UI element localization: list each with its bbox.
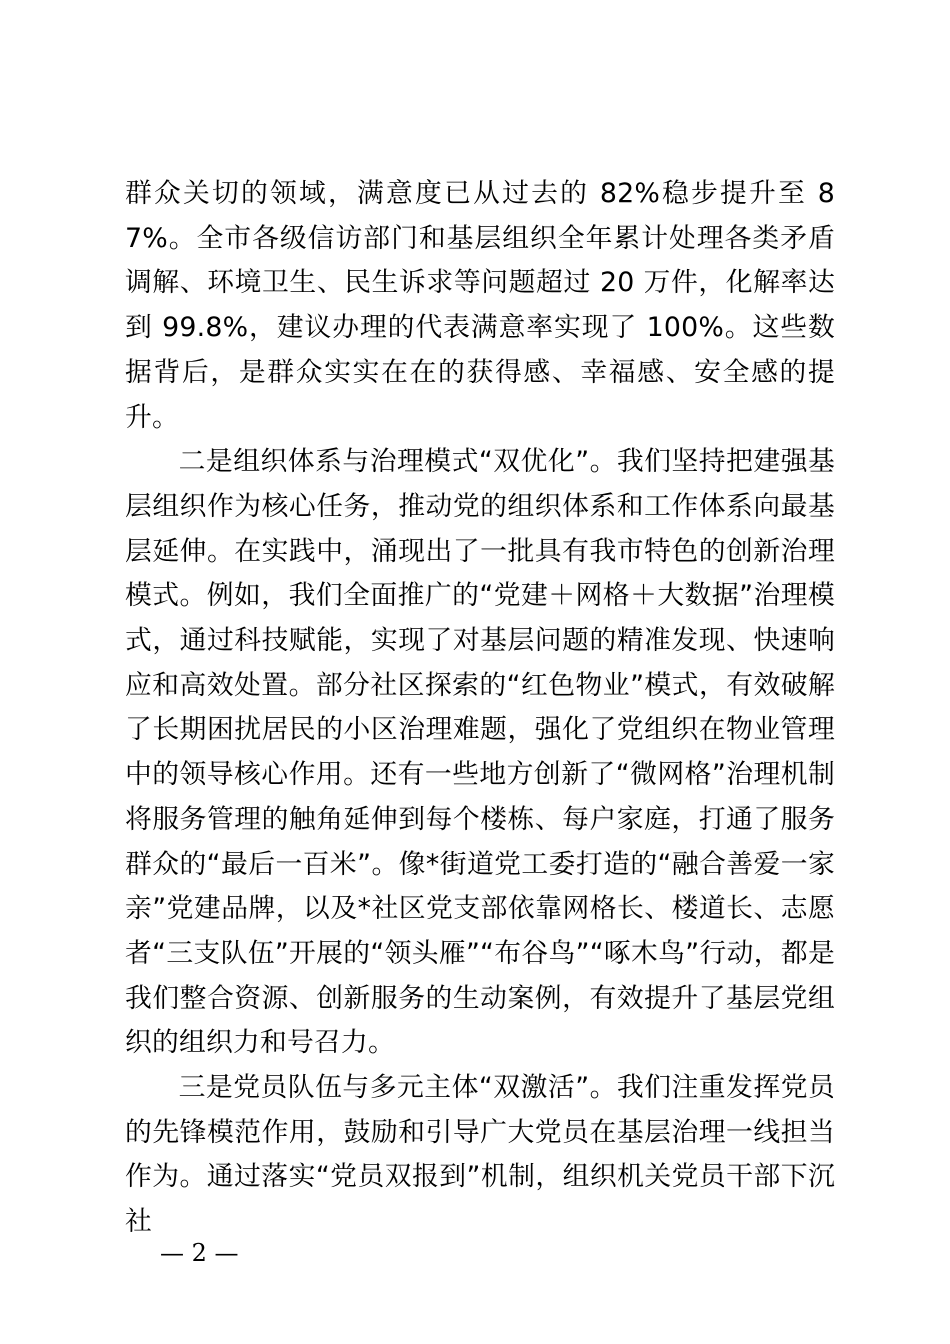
paragraph-3: 三是党员队伍与多元主体“双激活”。我们注重发挥党员的先锋模范作用，鼓励和引导广大党员在基层治理一线担当作为。通过落实“党员双报到”机制，组织机关党员干部下沉社 bbox=[125, 1072, 835, 1238]
paragraph-1: 群众关切的领域，满意度已从过去的 82%稳步提升至 87%。全市各级信访部门和基层组织全年累计处理各类矛盾调解、环境卫生、民生诉求等问题超过 20 万件，化解率达到 99.8%，建议办理的代表满意率实现了 100%。这些数据背后，是群众实实在在的获得感、幸福感、安全感的提升。 bbox=[125, 178, 835, 433]
body-text bbox=[125, 172, 835, 1245]
page-number: — 2 — bbox=[160, 1239, 239, 1267]
paragraph-2: 二是组织体系与治理模式“双优化”。我们坚持把建强基层组织作为核心任务，推动党的组织体系和工作体系向最基层延伸。在实践中，涌现出了一批具有我市特色的创新治理模式。例如，我们全面推广的“党建＋网格＋大数据”治理模式，通过科技赋能，实现了对基层问题的精准发现、快速响应和高效处置。部分社区探索的“红色物业”模式，有效破解了长期困扰居民的小区治理难题，强化了党组织在物业管理中的领导核心作用。还有一些地方创新了“微网格”治理机制将服务管理的触角延伸到每个楼栋、每户家庭，打通了服务群众的“最后一百米”。像*街道党工委打造的“融合善爱一家亲”党建品牌，以及*社区党支部依靠网格长、楼道长、志愿者“三支队伍”开展的“领头雁”“布谷鸟”“啄木鸟”行动，都是我们整合资源、创新服务的生动案例，有效提升了基层党组织的组织力和号召力。 bbox=[125, 446, 835, 1059]
